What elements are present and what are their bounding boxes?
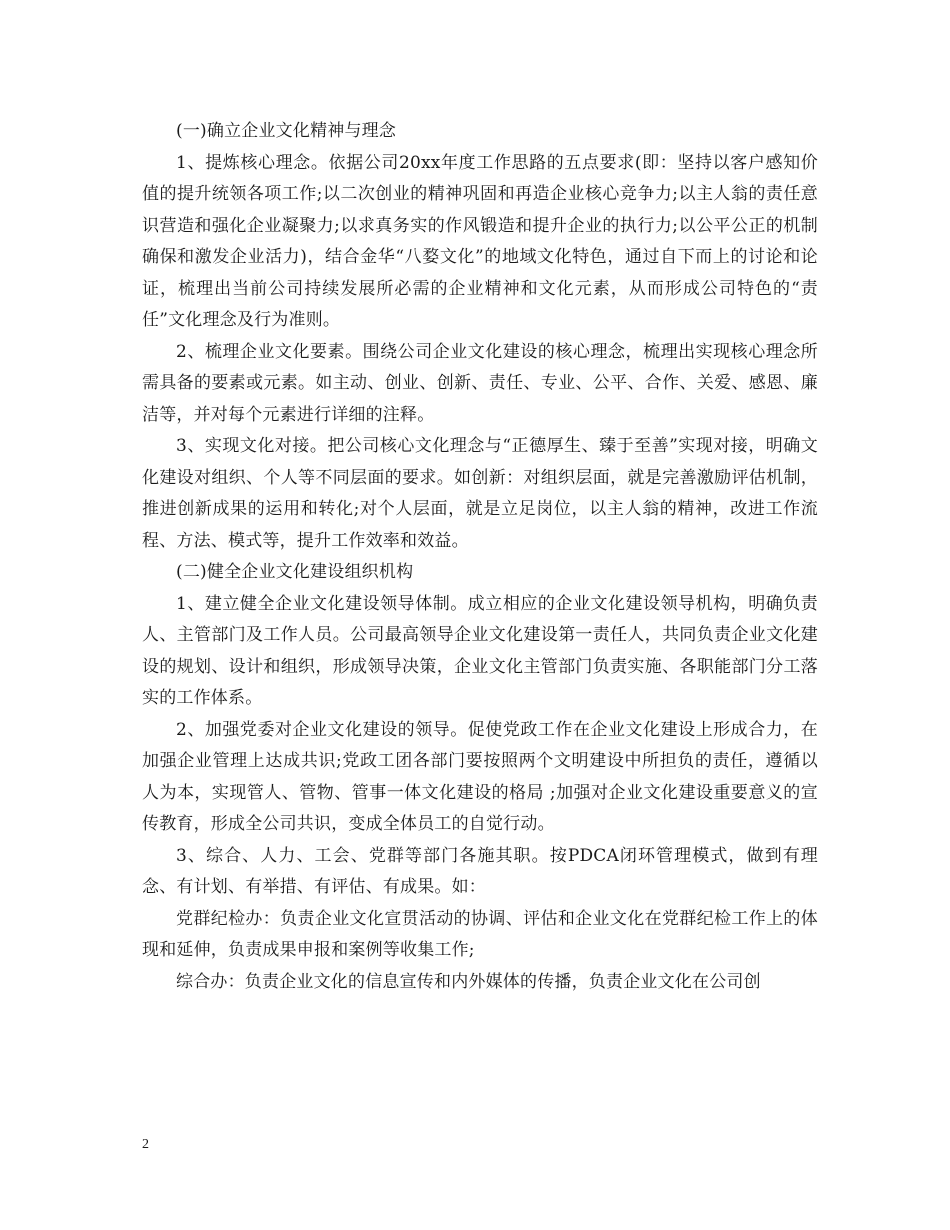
document-body <box>142 116 818 998</box>
paragraph-party-office: 党群纪检办：负责企业文化宣贯活动的协调、评估和企业文化在党群纪检工作上的体现和延伸，负责成果申报和案例等收集工作; <box>142 908 818 960</box>
paragraph-culture-elements: 2、梳理企业文化要素。围绕公司企业文化建设的核心理念，梳理出实现核心理念所需具备的要素或元素。如主动、创业、创新、责任、专业、公平、合作、关爱、感恩、廉洁等，并对每个元素进行详细的注释。 <box>142 341 818 425</box>
paragraph-leadership-system: 1、建立健全企业文化建设领导体制。成立相应的企业文化建设领导机构，明确负责人、主管部门及工作人员。公司最高领导企业文化建设第一责任人，共同负责企业文化建设的规划、设计和组织，形成领导决策，企业文化主管部门负责实施、各职能部门分工落实的工作体系。 <box>142 593 818 708</box>
paragraph-core-concept: 1、提炼核心理念。依据公司20xx年度工作思路的五点要求(即：坚持以客户感知价值的提升统领各项工作;以二次创业的精神巩固和再造企业核心竞争力;以主人翁的责任意识营造和强化企业凝聚力;以求真务实的作风锻造和提升企业的执行力;以公平公正的机制确保和激发企业活力)，结合金华“八婺文化”的地域文化特色，通过自下而上的讨论和论证，梳理出当前公司持续发展所必需的企业精神和文化元素，从而形成公司特色的“责任”文化理念及行为准则。 <box>142 152 818 330</box>
paragraph-general-office: 综合办：负责企业文化的信息宣传和内外媒体的传播，负责企业文化在公司创 <box>176 971 761 992</box>
paragraph-department-duties: 3、综合、人力、工会、党群等部门各施其职。按PDCA闭环管理模式，做到有理念、有计划、有举措、有评估、有成果。如： <box>142 845 818 897</box>
paragraph-party-leadership: 2、加强党委对企业文化建设的领导。促使党政工作在企业文化建设上形成合力，在加强企业管理上达成共识;党政工团各部门要按照两个文明建设中所担负的责任，遵循以人为本，实现管人、管物、管事一体文化建设的格局 ;加强对企业文化建设重要意义的宣传教育，形成全公司共识，变成全体员工的自觉行动。 <box>142 719 818 834</box>
section-heading-2: (二)健全企业文化建设组织机构 <box>176 562 414 582</box>
paragraph-culture-alignment: 3、实现文化对接。把公司核心文化理念与“正德厚生、臻于至善”实现对接，明确文化建设对组织、个人等不同层面的要求。如创新：对组织层面，就是完善激励评估机制，推进创新成果的运用和转化;对个人层面，就是立足岗位，以主人翁的精神，改进工作流程、方法、模式等，提升工作效率和效益。 <box>142 436 818 551</box>
page-number: 2 <box>142 1137 149 1152</box>
section-heading-1: (一)确立企业文化精神与理念 <box>176 121 397 141</box>
